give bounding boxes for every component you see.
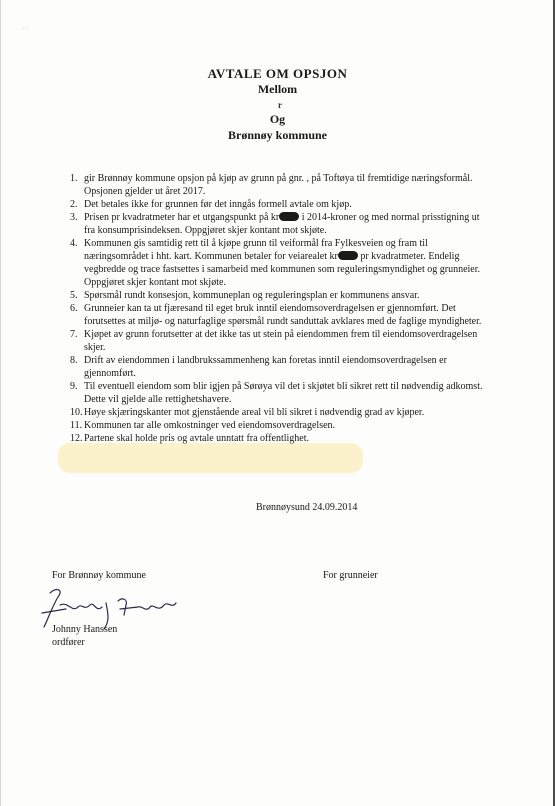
list-item: 7. Kjøpet av grunn forutsetter at det ikke tas ut stein på eiendommen frem til eiendomsoverdragelsen skjer.: [70, 329, 478, 353]
list-item: 12. Partene skal holde pris og avtale unntatt fra offentlighet.: [70, 433, 310, 444]
signature-label-municipality: For Brønnøy kommune: [52, 570, 146, 581]
document-subtitle: Mellom: [257, 82, 298, 96]
list-item: 8. Drift av eiendommen i landbrukssammenheng kan foretas inntil eiendomsoverdragelsen er gjennomført.: [70, 355, 447, 379]
conjunction: Og: [269, 112, 286, 126]
list-item: 2. Det betales ikke for grunnen før det inngås formell avtale om kjøp.: [70, 199, 352, 210]
list-item: 1. gir Brønnøy kommune opsjon på kjøp av grunn på gnr. , på Toftøya til fremtidige næringsformål. Opsjonen gjelder ut året 2017.: [70, 173, 473, 197]
scan-speck: ··: [22, 24, 29, 35]
list-item: 9. Til eventuell eiendom som blir igjen på Sørøya vil det i skjøtet bli sikret rett til nødvendig adkomst. Dette vil gjelde alle rettighetshavere.: [70, 381, 483, 405]
terms-list: [70, 172, 490, 445]
signer-title: ordfører: [52, 637, 85, 648]
party-two: Brønnøy kommune: [227, 128, 328, 142]
document-title: AVTALE OM OPSJON: [207, 66, 348, 81]
party-one: r: [278, 100, 282, 110]
list-item: 6. Grunneier kan ta ut fjæresand til eget bruk inntil eiendomsoverdragelsen er gjennomført. Det forutsettes at miljø- og naturfaglige spørsmål rundt sanduttak avklares med de faglige myndigheter.: [70, 303, 482, 327]
list-item: 11. Kommunen tar alle omkostninger ved eiendomsoverdragelsen.: [70, 420, 336, 431]
signature-label-landowner: For grunneier: [323, 570, 378, 581]
list-item: 4. Kommunen gis samtidig rett til å kjøpe grunn til veiformål fra Fylkesveien og fram til næringsområdet i hht. kart. Kommunen betaler for veiarealet kr pr kvadratmeter. Endelig vegbredde og trace fastsettes i samarbeid med kommunen som reguleringsmyndighet og grunneier. Oppgjøret skjer kontant mot skjøte.: [70, 238, 481, 288]
redaction-mark: [338, 251, 358, 260]
highlight-marker: [58, 443, 363, 473]
place-and-date: Brønnøysund 24.09.2014: [256, 502, 358, 513]
list-item: 3. Prisen pr kvadratmeter har et utgangspunkt på kr i 2014-kroner og med normal prisstigning ut fra konsumprisindeksen. Oppgjøret skjer kontant mot skjøte.: [70, 212, 480, 236]
list-item: 10. Høye skjæringskanter mot gjenstående areal vil bli sikret i nødvendig grad av kjøper.: [70, 407, 425, 418]
list-item: 5. Spørsmål rundt konsesjon, kommuneplan og reguleringsplan er kommunens ansvar.: [70, 290, 420, 301]
signer-name: Johnny Hanssen: [52, 624, 118, 635]
redaction-mark: [279, 212, 299, 221]
